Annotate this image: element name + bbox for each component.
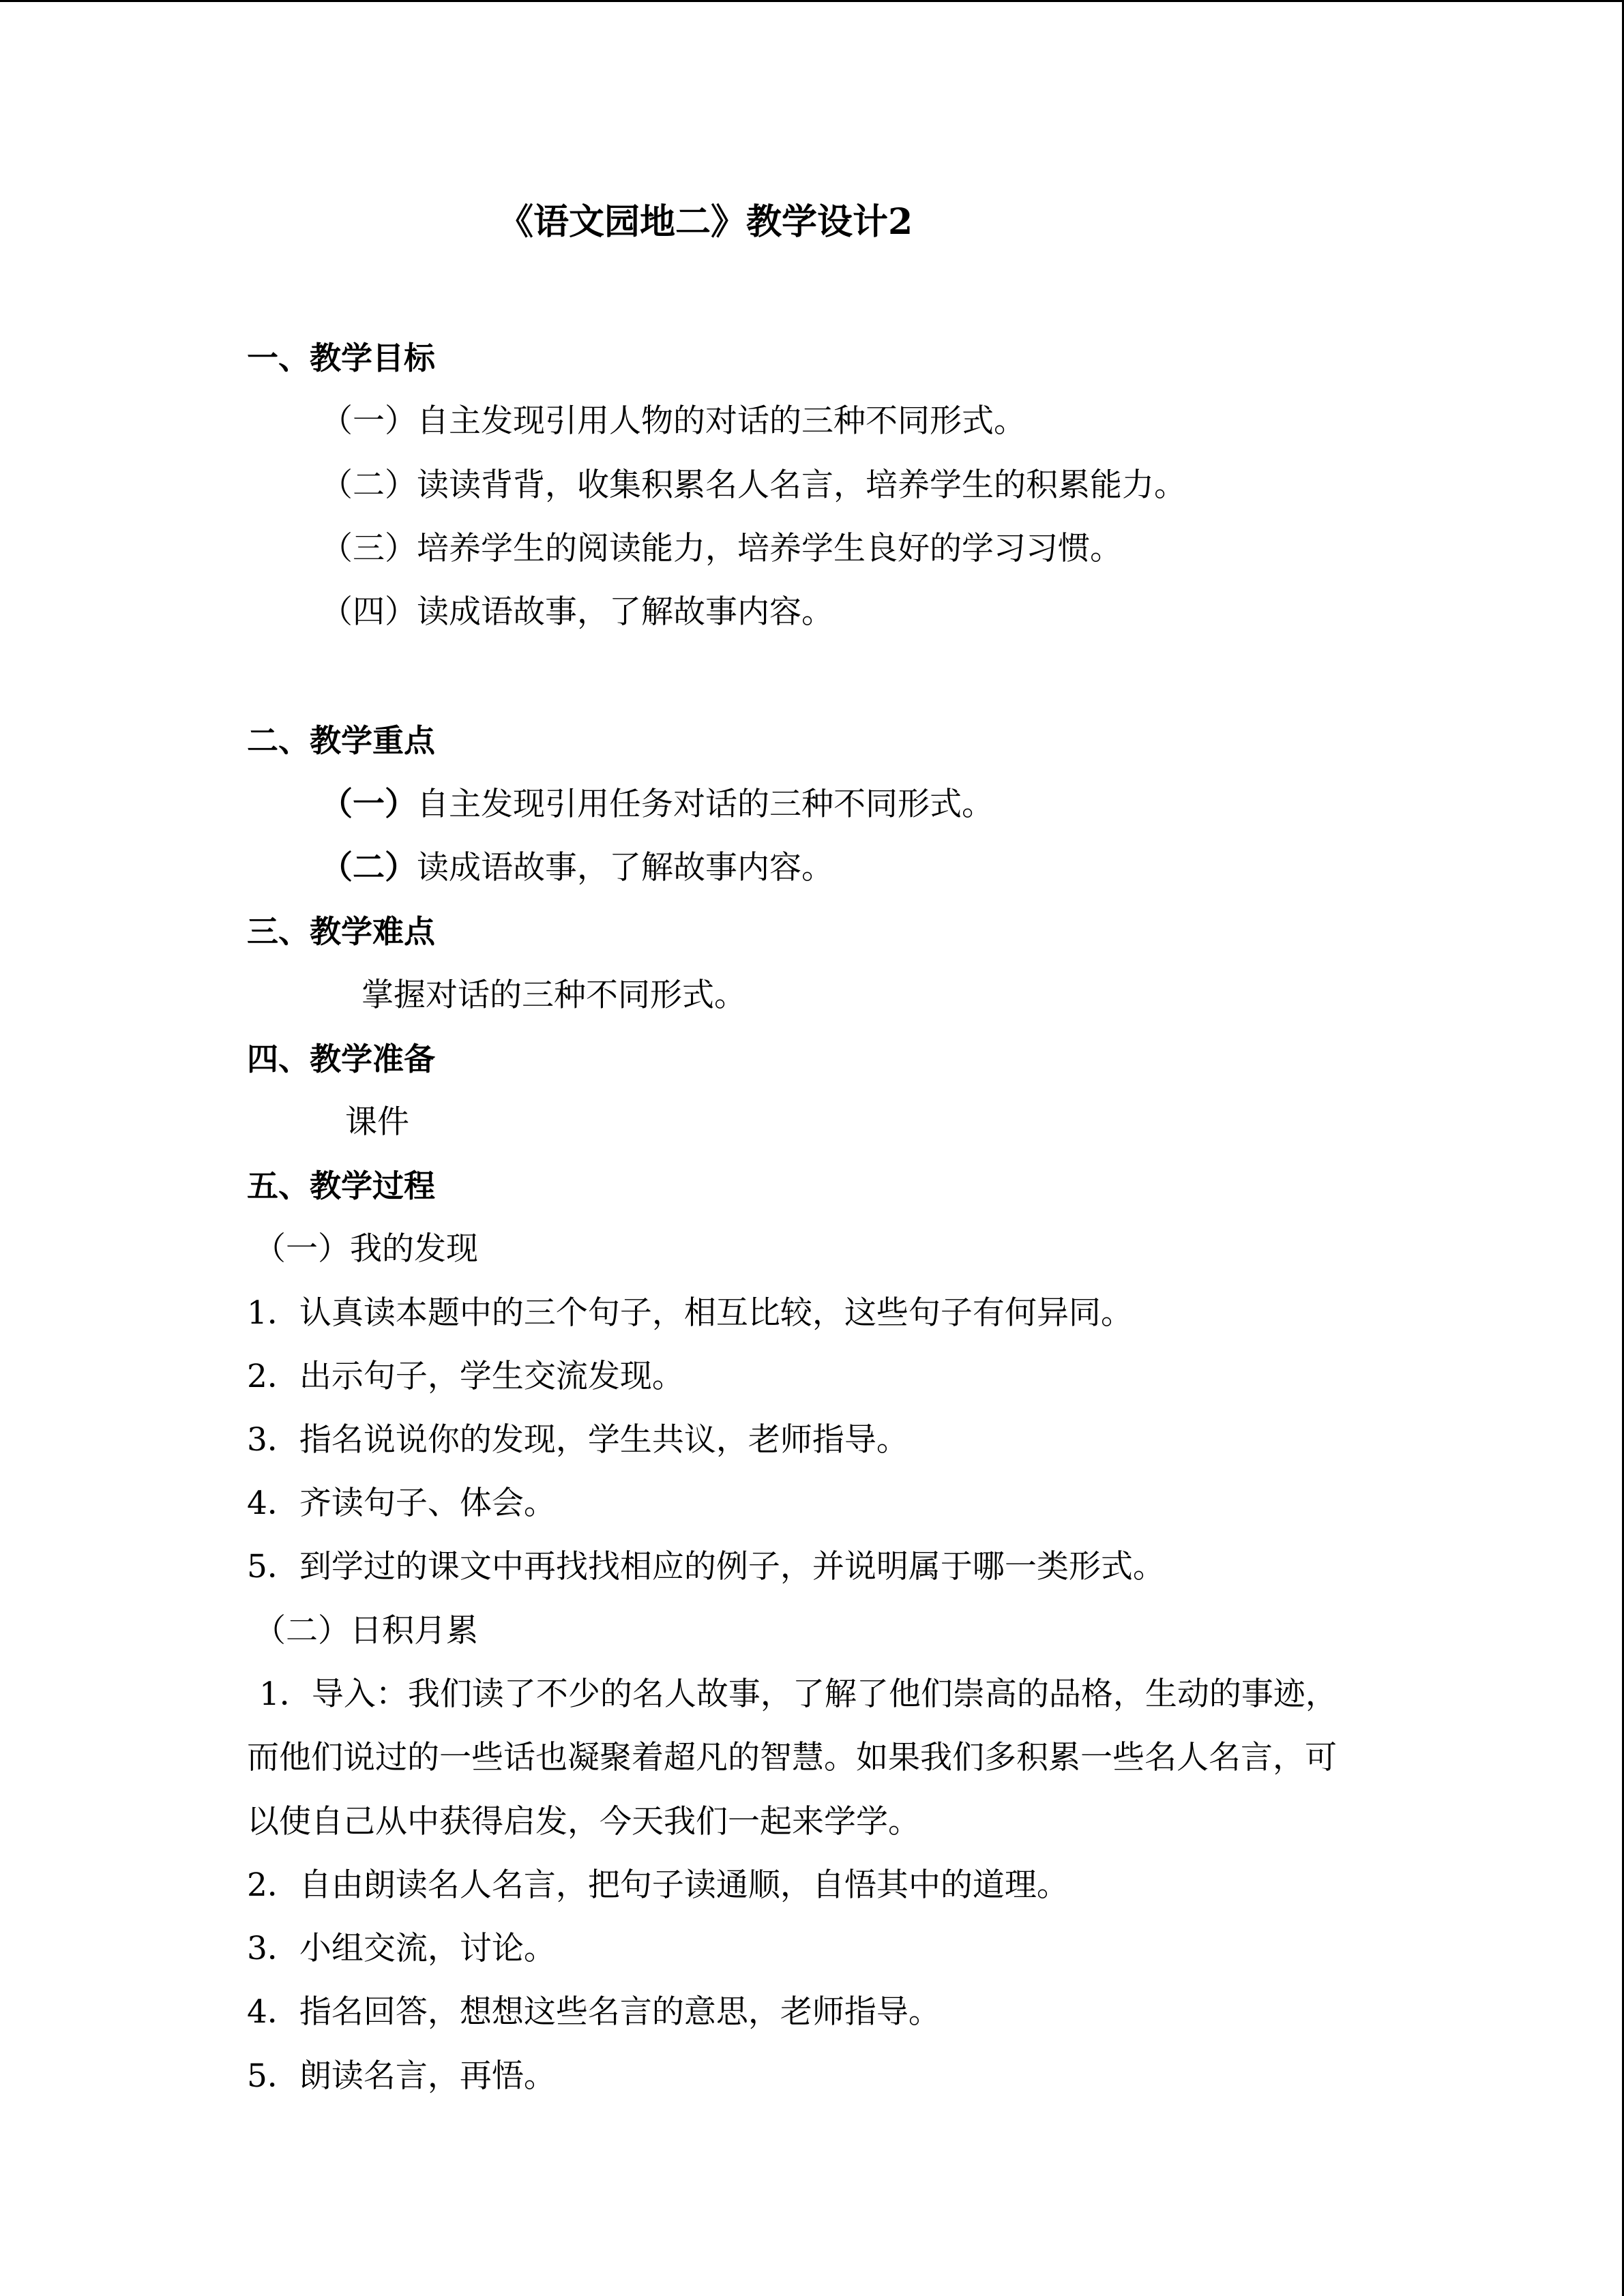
section-heading-difficulties: 三、教学难点 <box>247 913 435 950</box>
objective-item: （四）读成语故事，了解故事内容。 <box>321 593 833 631</box>
key-point-prefix: （一） <box>321 786 417 823</box>
objective-item: （二）读读背背，收集积累名人名言，培养学生的积累能力。 <box>321 466 1186 504</box>
key-point-text: 自主发现引用任务对话的三种不同形式。 <box>417 786 994 823</box>
process-item: 4．齐读句子、体会。 <box>247 1485 556 1522</box>
difficulty-text: 掌握对话的三种不同形式。 <box>361 976 746 1014</box>
key-point-text: 读成语故事，了解故事内容。 <box>417 849 833 886</box>
intro-paragraph-line: 以使自己从中获得启发，今天我们一起来学学。 <box>247 1803 920 1840</box>
process-item: 4．指名回答，想想这些名言的意思，老师指导。 <box>247 1993 941 2031</box>
intro-paragraph-line: 而他们说过的一些话也凝聚着超凡的智慧。如果我们多积累一些名人名言，可 <box>247 1739 1337 1776</box>
objective-item: （一）自主发现引用人物的对话的三种不同形式。 <box>321 402 1026 440</box>
subsection-heading: （二）日积月累 <box>254 1612 478 1650</box>
process-item: 5．到学过的课文中再找找相应的例子，并说明属于哪一类形式。 <box>247 1548 1165 1585</box>
section-heading-process: 五、教学过程 <box>247 1167 435 1204</box>
process-item: 5．朗读名言，再悟。 <box>247 2057 556 2095</box>
section-heading-key-points: 二、教学重点 <box>247 722 435 759</box>
document-title: 《语文园地二》教学设计2 <box>498 201 913 243</box>
section-heading-preparation: 四、教学准备 <box>247 1041 435 1077</box>
preparation-text: 课件 <box>345 1103 409 1141</box>
intro-paragraph-line: 1．导入：我们读了不少的名人故事，了解了他们崇高的品格，生动的事迹， <box>259 1675 1338 1713</box>
process-item: 1．认真读本题中的三个句子，相互比较，这些句子有何异同。 <box>247 1294 1133 1332</box>
objective-item: （三）培养学生的阅读能力，培养学生良好的学习习惯。 <box>321 530 1122 567</box>
section-heading-objectives: 一、教学目标 <box>247 340 435 376</box>
process-item: 2．自由朗读名人名言，把句子读通顺，自悟其中的道理。 <box>247 1866 1069 1904</box>
key-point-prefix: （二） <box>321 849 417 886</box>
process-item: 3．指名说说你的发现，学生共议，老师指导。 <box>247 1421 909 1459</box>
subsection-heading: （一）我的发现 <box>254 1230 478 1268</box>
page-frame-top <box>0 0 1624 2</box>
key-point-item <box>321 848 833 889</box>
key-point-item <box>321 784 994 825</box>
process-item: 3．小组交流，讨论。 <box>247 1930 556 1967</box>
process-item: 2．出示句子，学生交流发现。 <box>247 1358 684 1395</box>
